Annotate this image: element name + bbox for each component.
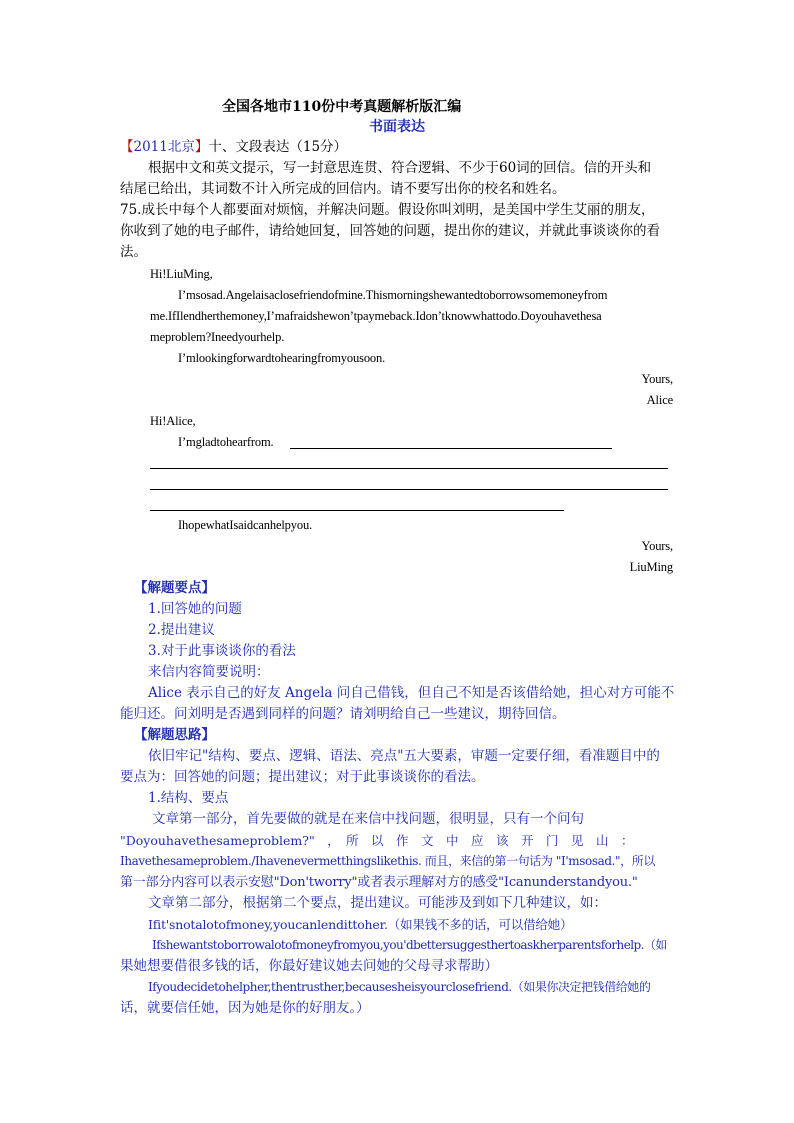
ideas-line: 依旧牢记"结构、要点、逻辑、语法、亮点"五大要素，审题一定要仔细，看准题目中的 [148, 748, 660, 764]
task-line: 你收到了她的电子邮件，请给她回复，回答她的问题，提出你的建议，并就此事谈谈你的看 [120, 223, 660, 239]
suggestion-line: 话，就要信任她，因为她是你的好朋友。） [120, 1000, 370, 1016]
summary-title: 来信内容简要说明： [148, 664, 270, 680]
ideas-title: 【解题思路】 [134, 727, 215, 743]
letter-greeting: Hi!LiuMing, [150, 267, 213, 281]
letter-signature: Alice [646, 393, 673, 407]
summary-line: 能归还。问刘明是否遇到同样的问题？请刘明给自己一些建议，期待回信。 [120, 706, 566, 722]
answer-line [150, 489, 668, 490]
reply-greeting: Hi!Alice, [150, 414, 196, 428]
instruction-line: 根据中文和英文提示，写一封意思连贯、符合逻辑、不少于60词的回信。信的开头和 [148, 160, 652, 176]
letter-closing: Yours, [641, 372, 673, 386]
reply-opening: I’mgladtohearfrom. [178, 435, 274, 449]
letter-body: I’mlookingforwardtohearingfromyousoon. [178, 351, 386, 365]
section-title: 1.结构、要点 [148, 790, 229, 806]
task-line: 75.成长中每个人都要面对烦恼，并解决问题。假设你叫刘明，是美国中学生艾丽的朋友， [120, 202, 655, 218]
letter-body: meproblem?Ineedyourhelp. [150, 330, 285, 344]
answer-line [150, 468, 668, 469]
point-item: 1.回答她的问题 [148, 601, 242, 617]
section-heading: 十、文段表达（15分） [208, 139, 348, 155]
suggestion-line: Ifshewantstoborrowalotofmoneyfromyou,you'dbettersuggesthertoaskherparentsforhelp.（如 [152, 938, 667, 952]
point-item: 3.对于此事谈谈你的看法 [148, 643, 296, 659]
answer-line [150, 510, 564, 511]
section-text: 文章第二部分，根据第二个要点，提出建议。可能涉及到如下几种建议，如： [148, 895, 607, 911]
reply-signature: LiuMing [629, 560, 673, 574]
summary-line: Alice 表示自己的好友 Angela 问自己借钱，但自己不知是否该借给她，担心对方可能不 [148, 685, 675, 701]
section-text: Ihavethesameproblem./Ihavenevermetthingslikethis. 而且，来信的第一句话为 "I'msosad."，所以 [120, 854, 655, 868]
reply-ending: IhopewhatIsaidcanhelpyou. [178, 518, 313, 532]
suggestion-line: Ifyoudecidetohelpher,thentrusther,becausesheisyourclosefriend.（如果你决定把钱借给她的 [148, 980, 651, 994]
letter-body: me.IfIlendherthemoney,I’mafraidshewon’tpaymeback.Idon’tknowwhattodo.Doyouhavethesa [150, 309, 602, 323]
question-heading [120, 137, 347, 158]
answer-line [290, 448, 612, 449]
doc-subtitle: 书面表达 [369, 119, 425, 135]
point-item: 2.提出建议 [148, 622, 215, 638]
tag-bracket-open: 【 [120, 139, 134, 155]
suggestion-line: Ifit'snotalotofmoney,youcanlendittoher.（如果钱不多的话，可以借给她） [148, 917, 573, 932]
letter-body: I’msosad.Angelaisaclosefriendofmine.Thismorningshewantedtoborrowsomemoneyfrom [178, 288, 608, 302]
instruction-line: 结尾已给出，其词数不计入所完成的回信内。请不要写出你的校名和姓名。 [120, 181, 566, 197]
year-tag: 2011北京 [133, 139, 195, 155]
points-title: 【解题要点】 [134, 580, 215, 596]
tag-bracket-close: 】 [194, 139, 209, 155]
suggestion-line: 果她想要借很多钱的话，你最好建议她去问她的父母寻求帮助） [120, 958, 498, 974]
task-line: 法。 [120, 244, 147, 260]
section-text: 第一部分内容可以表示安慰"Don'tworry"或者表示理解对方的感受"Icanunderstandyou." [120, 875, 638, 890]
section-text: "Doyouhavethesameproblem?" ， 所 以 作 文 中 应 该 开 门 见 山 ： [120, 833, 634, 848]
reply-closing: Yours, [641, 539, 673, 553]
ideas-line: 要点为：回答她的问题；提出建议；对于此事谈谈你的看法。 [120, 769, 485, 785]
section-text: 文章第一部分，首先要做的就是在来信中找问题，很明显，只有一个问句 [152, 811, 584, 827]
doc-title: 全国各地市110份中考真题解析版汇编 [222, 99, 462, 115]
